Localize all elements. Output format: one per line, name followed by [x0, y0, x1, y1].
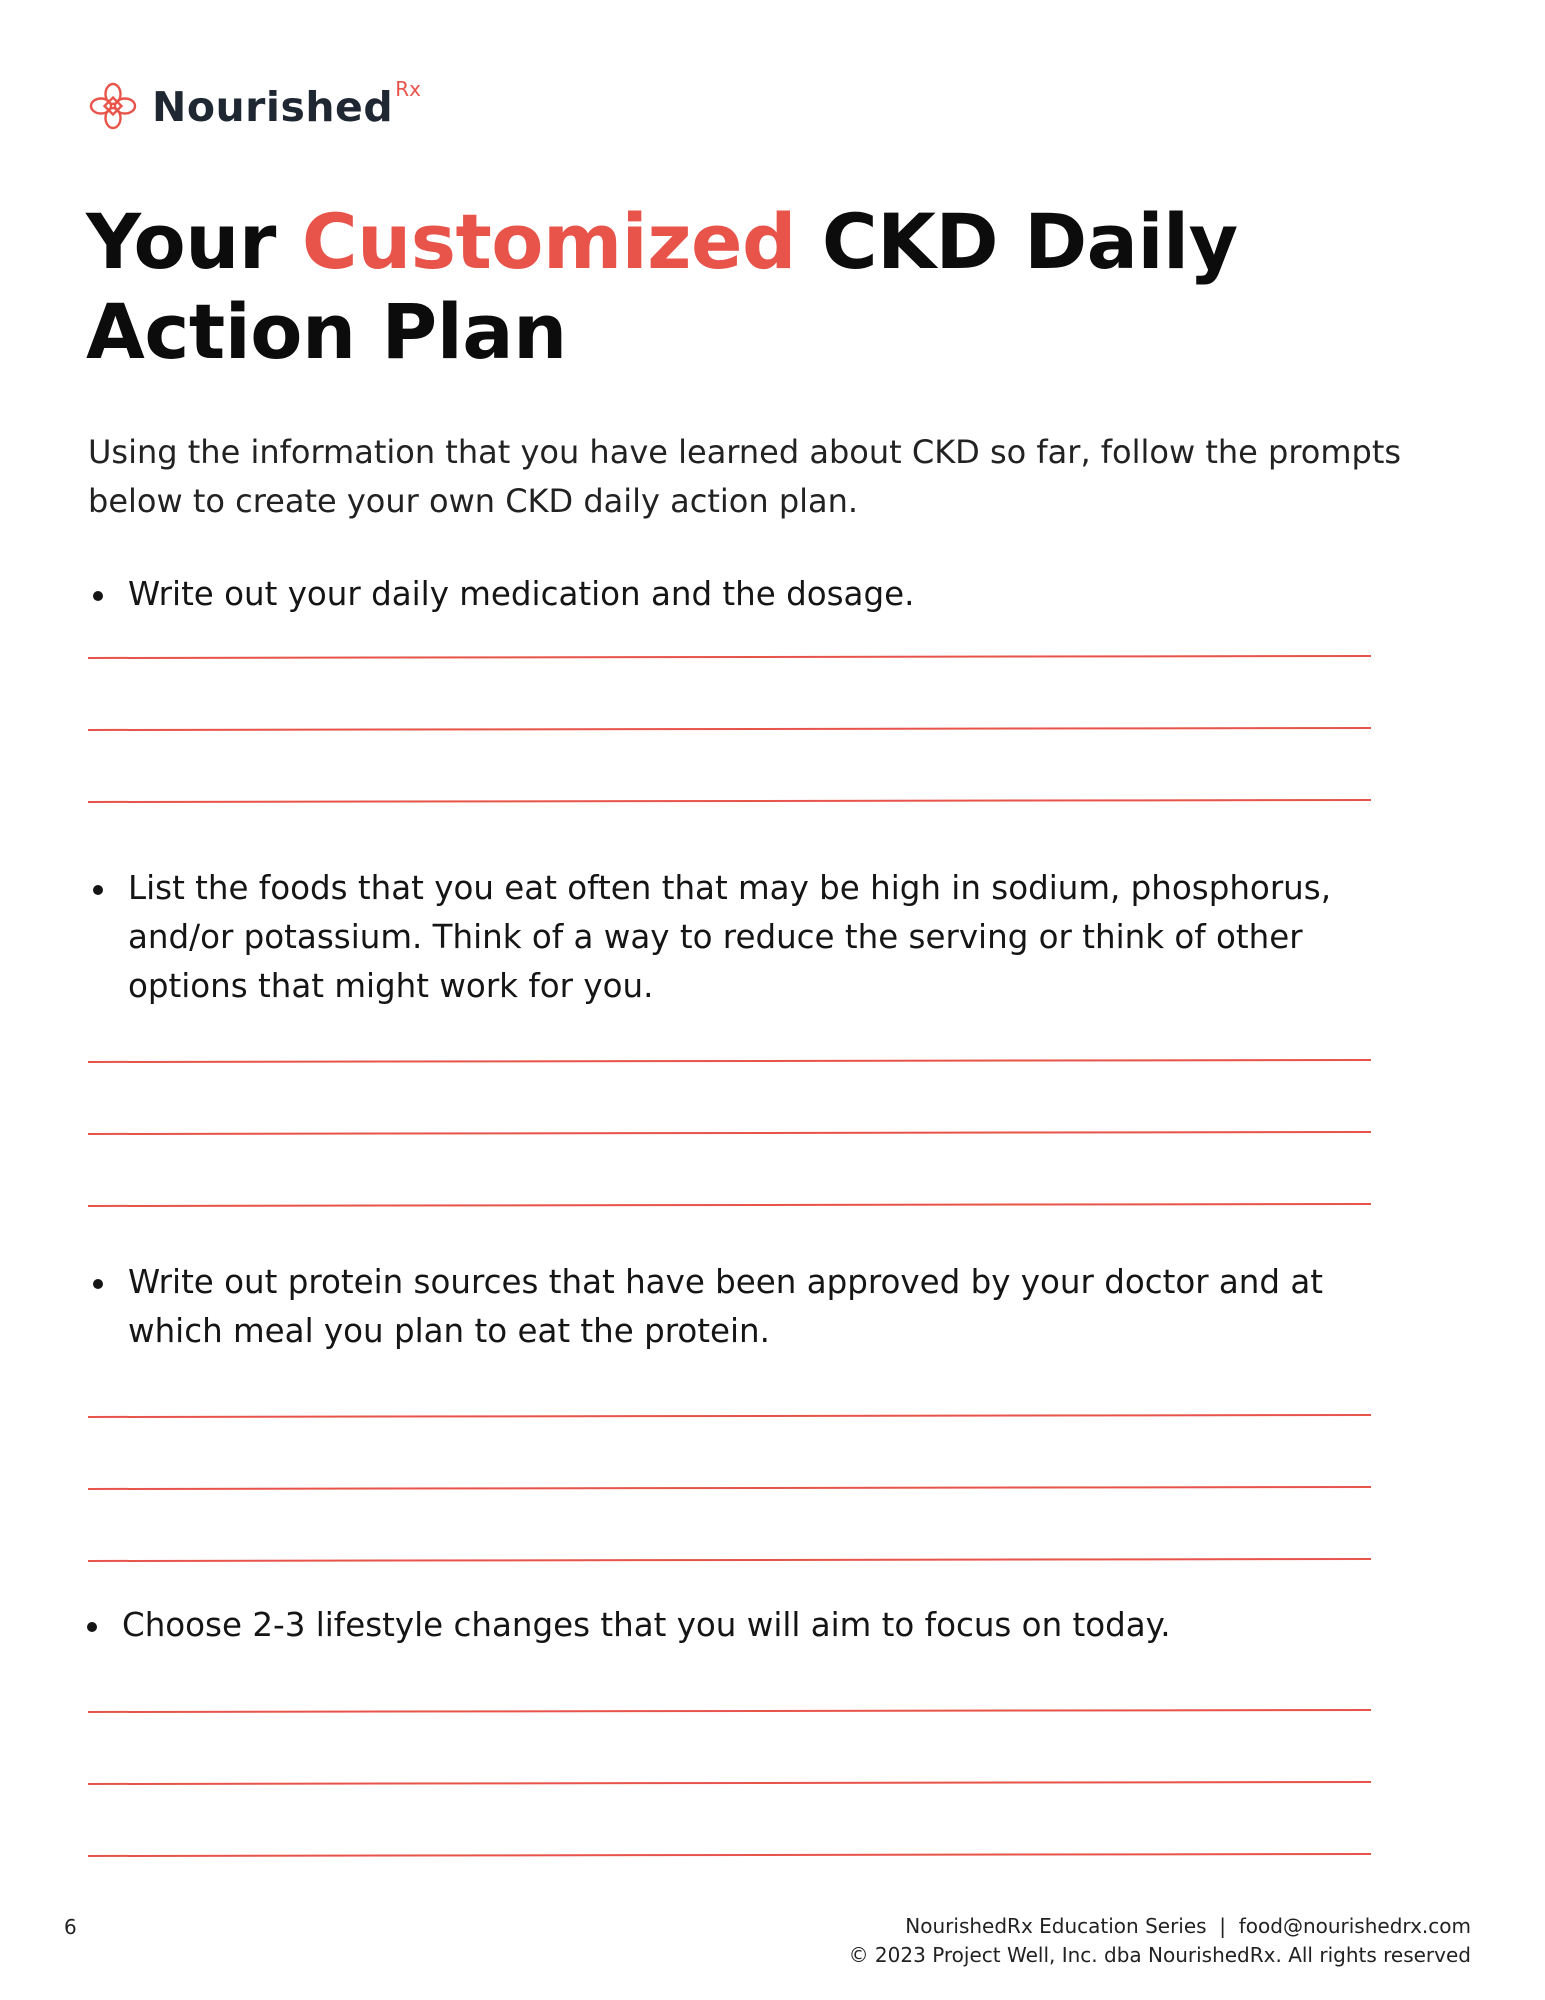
bullet-icon — [87, 1622, 97, 1632]
brand-name: Nourished — [152, 83, 394, 131]
bullet-icon — [93, 885, 103, 895]
answer-line[interactable] — [88, 799, 1371, 803]
answer-line[interactable] — [88, 727, 1371, 731]
prompt-text: List the foods that you eat often that may be high in sodium, phosphorus, and/or potassium. Think of a way to reduce the serving or think of other options that might work for you. — [128, 869, 1332, 1005]
prompt-item — [86, 1258, 1406, 1356]
prompt-item — [80, 1601, 1400, 1650]
page-title — [86, 197, 1386, 377]
title-part-1: Your — [86, 197, 302, 286]
footer-copyright: © 2023 Project Well, Inc. dba NourishedRx. All rights reserved — [848, 1943, 1471, 1967]
footer-series-contact: NourishedRx Education Series | food@nourishedrx.com — [905, 1914, 1471, 1938]
prompt-item — [86, 570, 1406, 619]
prompt-text: Write out protein sources that have been approved by your doctor and at which meal you plan to eat the protein. — [128, 1263, 1324, 1350]
prompt-text: Write out your daily medication and the dosage. — [128, 575, 915, 613]
answer-line[interactable] — [88, 655, 1371, 659]
page-number: 6 — [64, 1915, 77, 1939]
prompt-item — [86, 864, 1406, 1011]
flower-logo-icon — [86, 79, 140, 133]
answer-line[interactable] — [88, 1414, 1371, 1418]
answer-line[interactable] — [88, 1486, 1371, 1490]
answer-line[interactable] — [88, 1853, 1371, 1857]
answer-line[interactable] — [88, 1059, 1371, 1063]
title-accent: Customized — [301, 197, 796, 286]
answer-line[interactable] — [88, 1203, 1371, 1207]
answer-line[interactable] — [88, 1131, 1371, 1135]
footer — [849, 1912, 1471, 1970]
answer-line[interactable] — [88, 1558, 1371, 1562]
title-part-2: CKD Daily Action Plan — [86, 197, 1238, 376]
answer-line[interactable] — [88, 1709, 1371, 1713]
bullet-icon — [93, 591, 103, 601]
prompt-text: Choose 2-3 lifestyle changes that you will aim to focus on today. — [122, 1606, 1171, 1644]
answer-line[interactable] — [88, 1781, 1371, 1785]
intro-text: Using the information that you have learned about CKD so far, follow the prompts below to create your own CKD daily action plan. — [88, 433, 1402, 520]
brand-superscript: Rx — [395, 77, 421, 101]
brand-logo — [86, 78, 421, 134]
bullet-icon — [93, 1279, 103, 1289]
